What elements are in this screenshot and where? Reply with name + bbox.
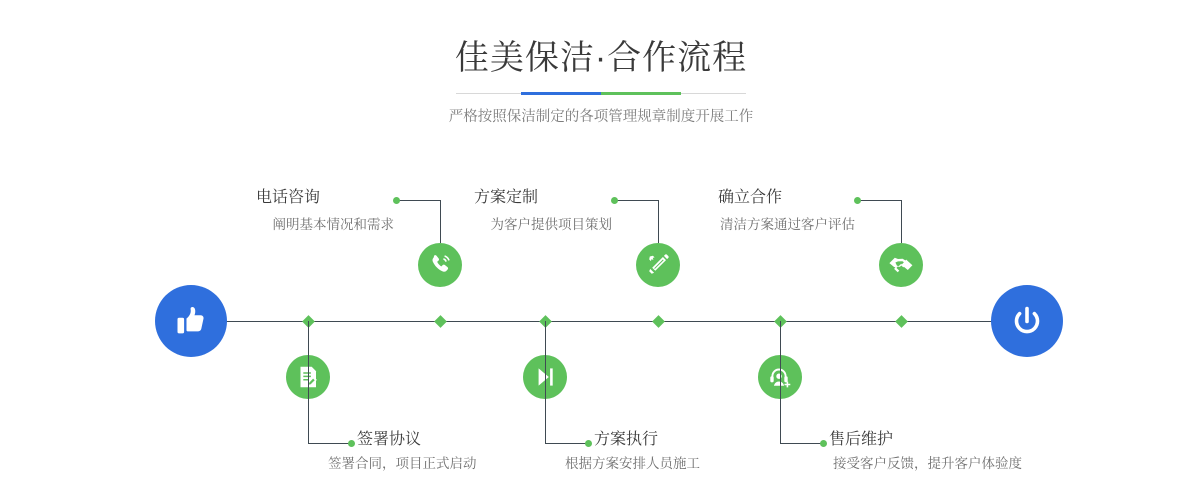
step-label-2: 签署协议 xyxy=(357,431,422,448)
connector-endpoint-dot xyxy=(820,440,827,447)
handshake-icon xyxy=(887,251,915,279)
connector-vertical xyxy=(658,200,659,243)
phone-call-icon xyxy=(427,252,453,278)
divider-accent-green xyxy=(601,92,681,95)
divider-accent-blue xyxy=(521,92,601,95)
step-desc-4: 根据方案安排人员施工 xyxy=(565,456,700,471)
timeline-axis xyxy=(215,321,1005,322)
axis-node-marker xyxy=(895,315,908,328)
step-desc-6: 接受客户反馈，提升客户体验度 xyxy=(833,456,1022,471)
power-icon xyxy=(1007,301,1047,341)
connector-horizontal xyxy=(397,200,440,201)
connector-vertical xyxy=(901,200,902,243)
step-desc-3: 为客户提供项目策划 xyxy=(490,217,612,232)
connector-horizontal xyxy=(308,443,351,444)
step-label-1: 电话咨询 xyxy=(255,189,320,206)
step-label-5: 确立合作 xyxy=(717,189,782,206)
connector-vertical xyxy=(308,321,309,443)
connector-endpoint-dot xyxy=(348,440,355,447)
connector-vertical xyxy=(440,200,441,243)
thumbs-up-icon xyxy=(171,301,211,341)
step-desc-5: 清洁方案通过客户评估 xyxy=(720,217,855,232)
step-icon-pen-ruler xyxy=(636,243,680,287)
end-endpoint-power xyxy=(991,285,1063,357)
connector-endpoint-dot xyxy=(611,197,618,204)
connector-vertical xyxy=(545,321,546,443)
connector-endpoint-dot xyxy=(585,440,592,447)
step-desc-2: 签署合同，项目正式启动 xyxy=(328,456,477,471)
connector-endpoint-dot xyxy=(854,197,861,204)
connector-horizontal xyxy=(615,200,658,201)
axis-node-marker xyxy=(434,315,447,328)
title-divider xyxy=(456,92,746,95)
step-desc-1: 阐明基本情况和需求 xyxy=(272,217,394,232)
step-icon-phone-call xyxy=(418,243,462,287)
connector-horizontal xyxy=(858,200,901,201)
step-label-6: 售后维护 xyxy=(829,431,894,448)
connector-endpoint-dot xyxy=(393,197,400,204)
step-label-3: 方案定制 xyxy=(473,189,538,206)
pen-ruler-icon xyxy=(645,252,671,278)
connector-vertical xyxy=(780,321,781,443)
connector-horizontal xyxy=(780,443,823,444)
connector-horizontal xyxy=(545,443,588,444)
step-icon-handshake xyxy=(879,243,923,287)
page-title: 佳美保洁·合作流程 xyxy=(454,39,748,77)
start-endpoint-thumbs-up xyxy=(155,285,227,357)
axis-node-marker xyxy=(652,315,665,328)
step-label-4: 方案执行 xyxy=(594,431,659,448)
page-subtitle: 严格按照保洁制定的各项管理规章制度开展工作 xyxy=(448,109,754,125)
